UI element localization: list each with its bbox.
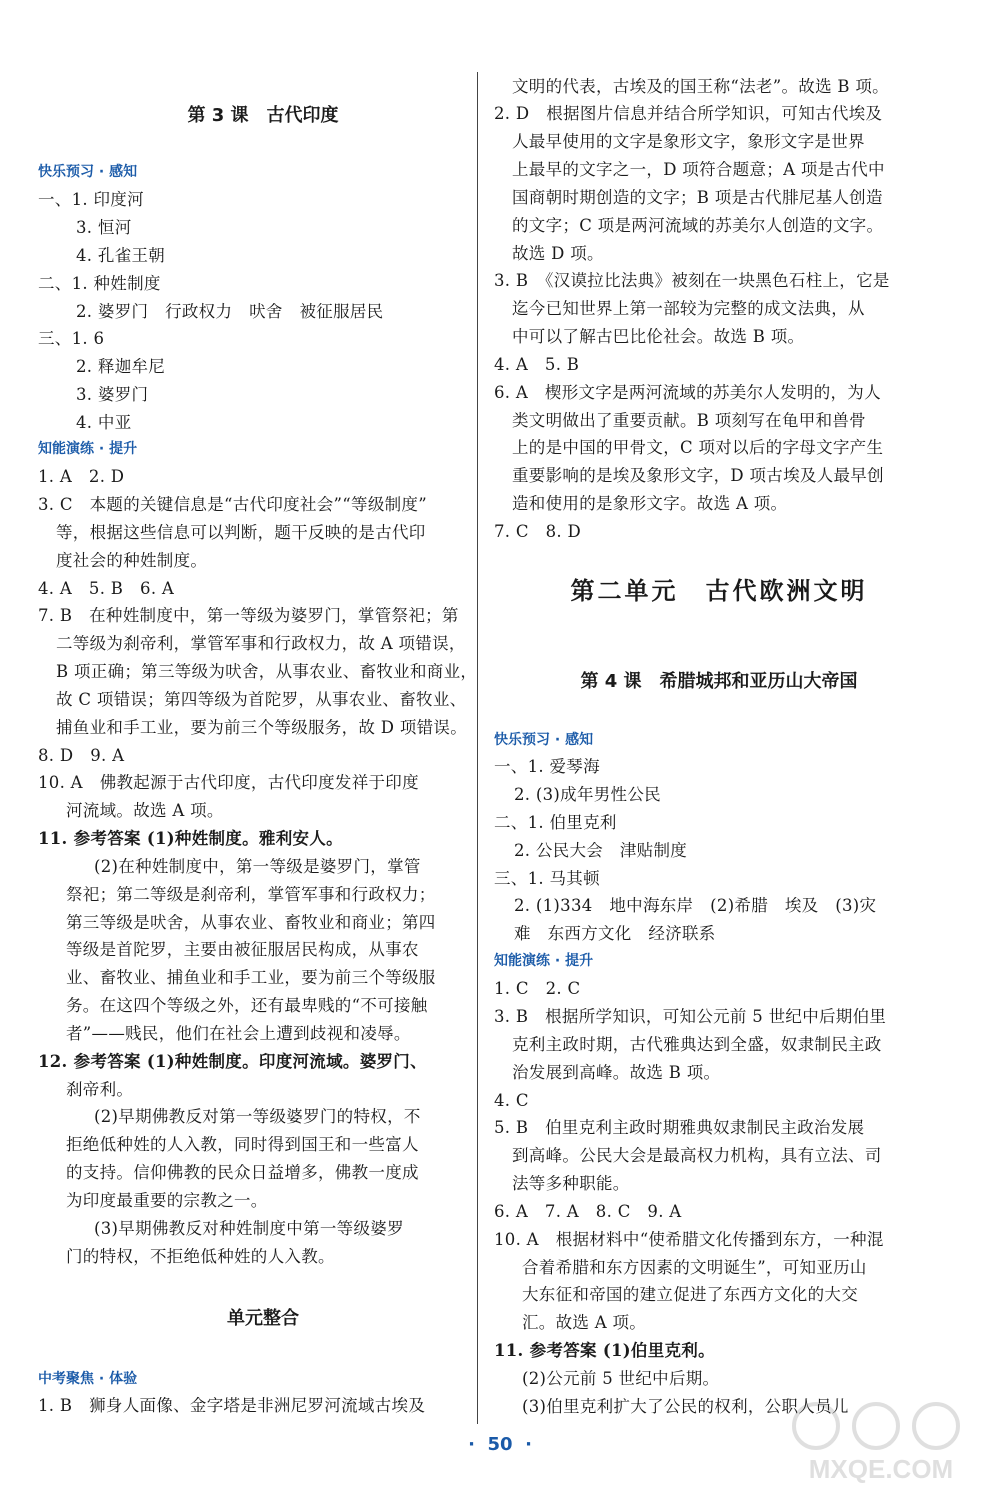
answer-line: 4. C xyxy=(494,1091,529,1110)
answer-line: 造和使用的是象形文字。故选 A 项。 xyxy=(512,494,788,513)
answer-line: 3. 恒河 xyxy=(76,218,132,237)
answer-line: 克利主政时期，古代雅典达到全盛，奴隶制民主政 xyxy=(512,1035,882,1054)
answer-line: 祭祀；第二等级是刹帝利，掌管军事和行政权力； xyxy=(66,885,436,904)
answer-line: 上的是中国的甲骨文，C 项对以后的字母文字产生 xyxy=(512,438,884,457)
answer-line: 度社会的种姓制度。 xyxy=(56,551,208,570)
answer-line: 上最早的文字之一，D 项符合题意；A 项是古代中 xyxy=(512,160,885,179)
answer-line: 4. 中亚 xyxy=(76,413,132,432)
answer-line: 一、1. 印度河 xyxy=(38,190,144,209)
answer-line: 为印度最重要的宗教之一。 xyxy=(66,1191,268,1210)
section-header-exam: 中考聚焦 · 体验 xyxy=(38,1371,138,1387)
answer-line: (2)公元前 5 世纪中后期。 xyxy=(522,1369,720,1388)
answer-line: 三、1. 马其顿 xyxy=(494,869,600,888)
answer-line: 法等多种职能。 xyxy=(512,1174,630,1193)
answer-line: 3. B 根据所学知识，可知公元前 5 世纪中后期伯里 xyxy=(494,1007,887,1026)
answer-line: 大东征和帝国的建立促进了东西方文化的大交 xyxy=(522,1285,858,1304)
answer-line: (2)在种姓制度中，第一等级是婆罗门，掌管 xyxy=(94,857,421,876)
lesson-4-title: 第 4 课 希腊城邦和亚历山大帝国 xyxy=(580,671,858,692)
answer-line: 7. B 在种姓制度中，第一等级为婆罗门，掌管祭祀；第 xyxy=(38,606,459,625)
answer-line: 12. 参考答案 (1)种姓制度。印度河流域。婆罗门、 xyxy=(38,1052,427,1071)
answer-line: 3. 婆罗门 xyxy=(76,385,149,404)
answer-line: 难 东西方文化 经济联系 xyxy=(514,924,716,943)
answer-line: 合着希腊和东方因素的文明诞生”，可知亚历山 xyxy=(522,1258,867,1277)
unit-2-title: 第二单元 古代欧洲文明 xyxy=(570,576,868,605)
answer-line: 三、1. 6 xyxy=(38,329,105,348)
answer-line: 10. A 根据材料中“使希腊文化传播到东方，一种混 xyxy=(494,1230,884,1249)
answer-line: 等，根据这些信息可以判断，题干反映的是古代印 xyxy=(56,523,426,542)
answer-line: 6. A 7. A 8. C 9. A xyxy=(494,1202,682,1221)
answer-line: 务。在这四个等级之外，还有最卑贱的“不可接触 xyxy=(66,996,428,1015)
column-divider xyxy=(477,72,478,1424)
answer-line: 11. 参考答案 (1)伯里克利。 xyxy=(494,1341,715,1360)
answer-line: 10. A 佛教起源于古代印度，古代印度发祥于印度 xyxy=(38,773,419,792)
answer-line: 二等级为刹帝利，掌管军事和行政权力，故 A 项错误， xyxy=(56,634,466,653)
answer-line: 二、1. 种姓制度 xyxy=(38,274,161,293)
answer-line: 拒绝低种姓的人入教，同时得到国王和一些富人 xyxy=(66,1135,419,1154)
answer-line: (3)早期佛教反对种姓制度中第一等级婆罗 xyxy=(94,1219,404,1238)
answer-line: 1. A 2. D xyxy=(38,467,125,486)
answer-line: 重要影响的是埃及象形文字，D 项古埃及人最早创 xyxy=(512,466,884,485)
answer-line: 中可以了解古巴比伦社会。故选 B 项。 xyxy=(512,327,805,346)
answer-line: 治发展到高峰。故选 B 项。 xyxy=(512,1063,721,1082)
answer-line: 汇。故选 A 项。 xyxy=(522,1313,647,1332)
answer-line: 类文明做出了重要贡献。B 项刻写在龟甲和兽骨 xyxy=(512,411,866,430)
answer-line: 8. D 9. A xyxy=(38,746,125,765)
answer-line: 6. A 楔形文字是两河流域的苏美尔人发明的，为人 xyxy=(494,383,881,402)
unit-summary-title: 单元整合 xyxy=(227,1308,299,1329)
answer-line: 4. 孔雀王朝 xyxy=(76,246,166,265)
section-header-practice: 知能演练 · 提升 xyxy=(38,441,138,457)
section-header-preview: 快乐预习 · 感知 xyxy=(38,164,138,180)
answer-line: 3. B 《汉谟拉比法典》被刻在一块黑色石柱上，它是 xyxy=(494,271,890,290)
answer-line: 2. (1)334 地中海东岸 (2)希腊 埃及 (3)灾 xyxy=(514,896,877,915)
answer-line: 第三等级是吠舍，从事农业、畜牧业和商业；第四 xyxy=(66,913,436,932)
answer-line: 11. 参考答案 (1)种姓制度。雅利安人。 xyxy=(38,829,343,848)
watermark-logo xyxy=(786,1400,976,1486)
answer-line: 2. 公民大会 津贴制度 xyxy=(514,841,688,860)
watermark-text: MXQE.COM xyxy=(808,1454,954,1484)
answer-line: 2. 释迦牟尼 xyxy=(76,357,166,376)
section-header-practice: 知能演练 · 提升 xyxy=(494,953,594,969)
answer-line: (3)伯里克利扩大了公民的权利，公职人员儿 xyxy=(522,1397,849,1416)
answer-line: 捕鱼业和手工业，要为前三个等级服务，故 D 项错误。 xyxy=(56,718,468,737)
answer-line: 1. B 狮身人面像、金字塔是非洲尼罗河流域古埃及 xyxy=(38,1396,426,1415)
answer-line: 刹帝利。 xyxy=(66,1080,134,1099)
page-dot-right: · xyxy=(525,1434,532,1455)
answer-line: 者”——贱民，他们在社会上遭到歧视和凌辱。 xyxy=(66,1024,411,1043)
lesson-3-title: 第 3 课 古代印度 xyxy=(187,105,339,126)
answer-line: 门的特权，不拒绝低种姓的人入教。 xyxy=(66,1247,335,1266)
answer-line: 故 C 项错误；第四等级为首陀罗，从事农业、畜牧业、 xyxy=(56,690,467,709)
section-header-preview: 快乐预习 · 感知 xyxy=(494,732,594,748)
answer-line: (2)早期佛教反对第一等级婆罗门的特权，不 xyxy=(94,1107,421,1126)
answer-line: 一、1. 爱琴海 xyxy=(494,757,600,776)
answer-line: 文明的代表，古埃及的国王称“法老”。故选 B 项。 xyxy=(512,77,889,96)
answer-line: 2. 婆罗门 行政权力 吠舍 被征服居民 xyxy=(76,302,384,321)
answer-line: 二、1. 伯里克利 xyxy=(494,813,617,832)
answer-line: 4. A 5. B 6. A xyxy=(38,579,175,598)
answer-line: 5. B 伯里克利主政时期雅典奴隶制民主政治发展 xyxy=(494,1118,865,1137)
answer-line: 的支持。信仰佛教的民众日益增多，佛教一度成 xyxy=(66,1163,419,1182)
answer-line: 3. C 本题的关键信息是“古代印度社会”“等级制度” xyxy=(38,495,427,514)
answer-line: 7. C 8. D xyxy=(494,522,582,541)
answer-line: 到高峰。公民大会是最高权力机构，具有立法、司 xyxy=(512,1146,882,1165)
answer-line: 2. D 根据图片信息并结合所学知识，可知古代埃及 xyxy=(494,104,883,123)
answer-line: 迄今已知世界上第一部较为完整的成文法典，从 xyxy=(512,299,865,318)
answer-line: 4. A 5. B xyxy=(494,355,580,374)
answer-line: 故选 D 项。 xyxy=(512,244,604,263)
answer-line: 业、畜牧业、捕鱼业和手工业，要为前三个等级服 xyxy=(66,968,436,987)
answer-line: B 项正确；第三等级为吠舍，从事农业、畜牧业和商业， xyxy=(56,662,478,681)
answer-line: 国商朝时期创造的文字；B 项是古代腓尼基人创造 xyxy=(512,188,883,207)
page-number-text: 50 xyxy=(487,1434,513,1455)
answer-line: 1. C 2. C xyxy=(494,979,581,998)
answer-line: 河流域。故选 A 项。 xyxy=(66,801,224,820)
answer-line: 的文字；C 项是两河流域的苏美尔人创造的文字。 xyxy=(512,216,884,235)
page-dot-left: · xyxy=(468,1434,475,1455)
answer-line: 2. (3)成年男性公民 xyxy=(514,785,661,804)
answer-line: 人最早使用的文字是象形文字，象形文字是世界 xyxy=(512,132,865,151)
answer-line: 等级是首陀罗，主要由被征服居民构成，从事农 xyxy=(66,940,419,959)
